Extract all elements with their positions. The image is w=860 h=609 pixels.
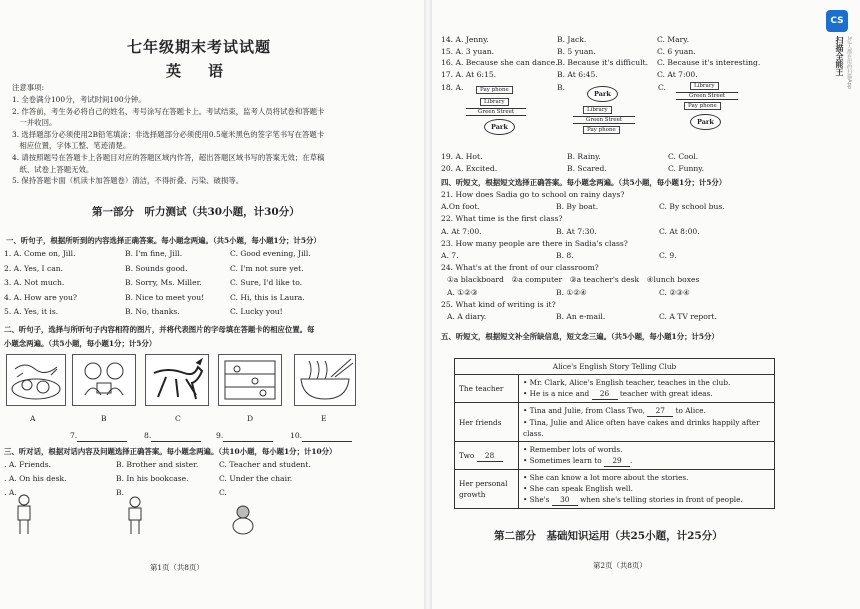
option-b: B. Sorry, Ms. Miller. [125,278,202,287]
option-a: A. 7. [441,250,459,260]
note-line: 3. 选择题部分必须使用2B铅笔填涂；非选择题部分必须使用0.5毫米黑色的签字笔书写在答题卡 [12,129,325,139]
pay-phone-label: Pay phone [684,102,721,110]
option-c: C. Lucky you! [230,307,283,316]
camscanner-logo: CS [826,10,848,32]
row-content-two [519,442,775,470]
option-a: 20. A. Excited. [441,164,498,173]
picture-e [294,354,356,406]
option-b: B. At 6:45. [557,69,598,79]
library-label: Library [480,98,509,106]
line-text: • Sometimes learn to [523,456,602,465]
question-text: 23. How many people are there in Sadia's class? [441,238,628,248]
line-text: to Alice. [675,406,706,415]
picture-a-drawing [7,355,65,405]
person-b-figure [124,496,146,538]
question-text: 25. What kind of writing is it? [441,299,556,309]
table-header-row [455,359,775,375]
option-a: 1. A. Come on, Jill. [4,249,76,258]
table-line: • Remember lots of words. [523,445,623,454]
picture-d-drawing [219,355,281,405]
table-line: • Tina, Julie and Alice often have cakes and drinks happily after class. [523,418,760,438]
section3-title: 三、听对话，根据对话内容及问题选择正确答案。每小题念两遍。（共10小题，每小题1分；计10分） [4,447,337,456]
option-c: C. I'm not sure yet. [230,263,304,273]
picture-e-drawing [295,355,355,405]
blank-26[interactable]: 26 [592,388,618,400]
picture-c-drawing [146,355,208,405]
option-c: C. 6 yuan. [657,46,696,56]
option-c: C. A TV report. [659,311,717,321]
club-info-table [454,358,775,509]
blank-number: 10. [290,431,303,440]
row-label-two [455,442,519,470]
option-a: . A. Friends. [4,460,52,469]
option-b: B. Scared. [567,164,607,173]
option-c: C. Mary. [657,35,689,44]
note-line: 纸、试卷上答题无效。 [12,164,94,174]
exam-title: 七年级期末考试试题 [127,38,272,56]
option-a: A. At 7:00. [441,226,482,236]
option-a: A. A diary. [447,311,487,321]
option-a: 17. A. At 6:15. [441,69,497,79]
option-a: 4. A. How are you? [4,292,77,302]
option-b: B. ①②④ [556,287,587,297]
exam-subject: 英 语 [166,62,230,80]
line-text: . [629,456,633,465]
option-c: C. 9. [659,250,677,260]
table-row [455,470,775,509]
line-text: teacher with great ideas. [619,389,713,398]
option-a: 2. A. Yes, I can. [4,263,64,273]
table-row [455,403,775,442]
pay-phone-label: Pay phone [583,126,620,134]
option-b: B. Sounds good. [125,263,188,273]
map-c-label: C. [658,83,666,92]
option-c: C. [219,488,227,497]
section4-title: 四、听短文，根据短文选择正确答案。每小题念两遍。（共5小题，每小题1分；计5分） [441,178,727,187]
table-header: Alice's English Story Telling Club [455,359,775,375]
option-c: C. Funny. [668,164,705,173]
part2-title: 第二部分 基础知识运用（共25小题，计25分） [494,530,723,542]
person-c-figure [230,504,256,536]
row-content-teacher [519,375,775,403]
section2-title: 二、听句子，选择与所听句子内容相符的图片，并将代表图片的字母填在答题卡的相应位置。每 [4,325,315,334]
notes-list [12,94,324,187]
notes-heading: 注意事项: [12,83,45,92]
blank-number: 8. [144,431,152,440]
answer-blank-9[interactable] [216,430,273,442]
option-b: B. Because it's difficult. [557,58,648,67]
option-b: B. Jack. [557,35,587,44]
note-line: 2. 作答前，考生务必将自己的姓名、考号涂写在答题卡上。考试结束，监考人员将试卷和答题卡 [12,106,325,116]
blank-number: 7. [70,431,78,440]
table-line: • She can speak English well. [523,484,633,493]
picture-label-b: B [101,414,107,423]
picture-label-a: A [30,414,36,423]
option-b: B. At 7:30. [556,226,597,236]
option-b: B. Nice to meet you! [125,292,205,302]
option-b: B. Rainy. [567,152,601,161]
option-b: B. By boat. [556,202,599,212]
note-line: 一并收回。 [12,118,57,128]
row-content-friends [519,403,775,442]
option-b: B. [116,488,124,497]
picture-d [218,354,282,406]
option-c: C. Cool. [668,152,699,161]
row-content-growth [519,470,775,509]
camscanner-tagline: 3亿人都在用的扫描App [846,36,852,89]
answer-blank-8[interactable] [144,430,201,442]
blank-28[interactable]: 28 [477,450,503,462]
picture-b [72,354,136,406]
park-label: Park [587,86,618,102]
library-label: Library [690,82,719,90]
option-c: C. Under the chair. [219,474,293,483]
note-line: 1. 全卷满分100分，考试时间100分钟。 [12,95,146,104]
table-row [455,442,775,470]
option-a: 5. A. Yes, it is. [4,307,59,316]
park-label: Park [690,114,721,130]
section2-title-cont: 小题念两遍。（共5小题，每小题1分；计5分） [4,339,157,348]
option-a: A.On foot. [441,202,480,212]
note-line: 4. 请按照题号在答题卡上各题目对应的答题区域内作答，超出答题区域书写的答案无效；在草稿 [12,152,325,162]
option-a: 19. A. Hot. [441,152,483,161]
line-text: • Tina and Julie, from Class Two, [523,406,645,415]
blank-30[interactable]: 30 [552,494,578,506]
answer-blank-10[interactable] [290,430,352,442]
picture-label-d: D [247,414,254,423]
table-line [523,455,770,467]
blank-27[interactable]: 27 [647,405,673,417]
question-text: 22. What time is the first class? [441,214,563,224]
option-c: C. Teacher and student. [219,460,311,469]
section1-title: 一、听句子，根据所听到的内容选择正确答案。每小题念两遍。（共5小题，每小题1分；计5分） [6,236,321,245]
option-a: . A. On his desk. [4,474,67,483]
option-b: B. In his bookcase. [116,474,189,483]
picture-c [145,354,209,406]
page-2-footer: 第2页（共8页） [593,561,647,570]
picture-b-drawing [73,355,135,405]
option-a: A. ①②③ [447,287,478,297]
green-street-label: Green Street [466,108,526,116]
option-a: 15. A. 3 yuan. [441,46,495,56]
option-a: . A. [4,488,17,497]
option-c: C. Sure, I'd like to. [230,278,303,287]
picture-label-c: C [175,414,181,423]
option-b: B. I'm fine, Jill. [125,249,183,258]
green-street-label: Green Street [676,92,738,100]
line-text: when she's telling stories in front of people. [580,495,743,504]
library-label: Library [583,106,612,114]
line-text: • He is a nice and [523,389,590,398]
option-a: 14. A. Jenny. [441,35,489,44]
table-line [523,494,770,506]
table-line [523,405,770,417]
option-c: C. By school bus. [659,202,725,212]
question-18-label: 18. A. [441,83,464,92]
table-line: • Mr. Clark, Alice's English teacher, teaches in the club. [523,378,731,387]
page-1-footer: 第1页（共8页） [150,563,204,572]
camscanner-name: 扫描全能王 [835,36,844,76]
pay-phone-label: Pay phone [476,86,513,94]
option-c: C. Because it's interesting. [657,58,761,67]
option-b: B. No, thanks. [125,307,180,316]
option-b: B. An e-mail. [556,311,606,321]
table-row [455,375,775,403]
section5-title: 五、听短文，根据短文补全所缺信息，短文念三遍。（共5小题，每小题1分；计5分） [441,332,719,341]
option-c: C. ②③④ [659,287,690,297]
row-label-growth: Her personal growth [455,470,519,509]
option-a: 3. A. Not much. [4,278,65,287]
option-c: C. Hi, this is Laura. [230,292,305,302]
person-a-figure [12,494,36,538]
green-street-label: Green Street [573,116,635,124]
choice-list: ①a blackboard ②a computer ③a teacher's desk ④lunch boxes [447,275,700,285]
blank-number: 9. [216,431,224,440]
page-fold [424,0,432,609]
row-label-teacher: The teacher [455,375,519,403]
picture-label-e: E [321,414,327,423]
page-1 [0,0,425,609]
map-b [573,86,635,134]
map-b-label: B. [557,83,565,92]
option-c: C. Good evening, Jill. [230,249,311,258]
answer-blank-7[interactable] [70,430,127,442]
part1-title: 第一部分 听力测试（共30小题，计30分） [92,206,300,218]
question-text: 24. What's at the front of our classroom? [441,263,599,273]
option-b: B. 8. [556,250,574,260]
note-line: 5. 保持答题卡面（机读卡加答题卷）清洁，不得折叠、污染、破损等。 [12,176,244,186]
option-c: C. At 8:00. [659,226,700,236]
map-c [676,82,738,130]
line-text: Two [459,450,475,460]
table-line [523,388,770,400]
option-a: 16. A. Because she can dance. [441,58,558,67]
blank-29[interactable]: 29 [604,455,630,467]
table-line: • She can know a lot more about the stories. [523,473,689,482]
option-c: C. At 7:00. [657,69,698,79]
question-text: 21. How does Sadia go to school on rainy days? [441,190,625,199]
option-b: B. 5 yuan. [557,46,596,56]
map-a [466,86,526,135]
row-label-friends: Her friends [455,403,519,442]
park-label: Park [484,119,515,135]
option-b: B. Brother and sister. [116,460,199,469]
line-text: • She's [523,495,550,504]
picture-a [6,354,66,406]
note-line: 相应位置，字体工整、笔迹清楚。 [12,141,131,151]
